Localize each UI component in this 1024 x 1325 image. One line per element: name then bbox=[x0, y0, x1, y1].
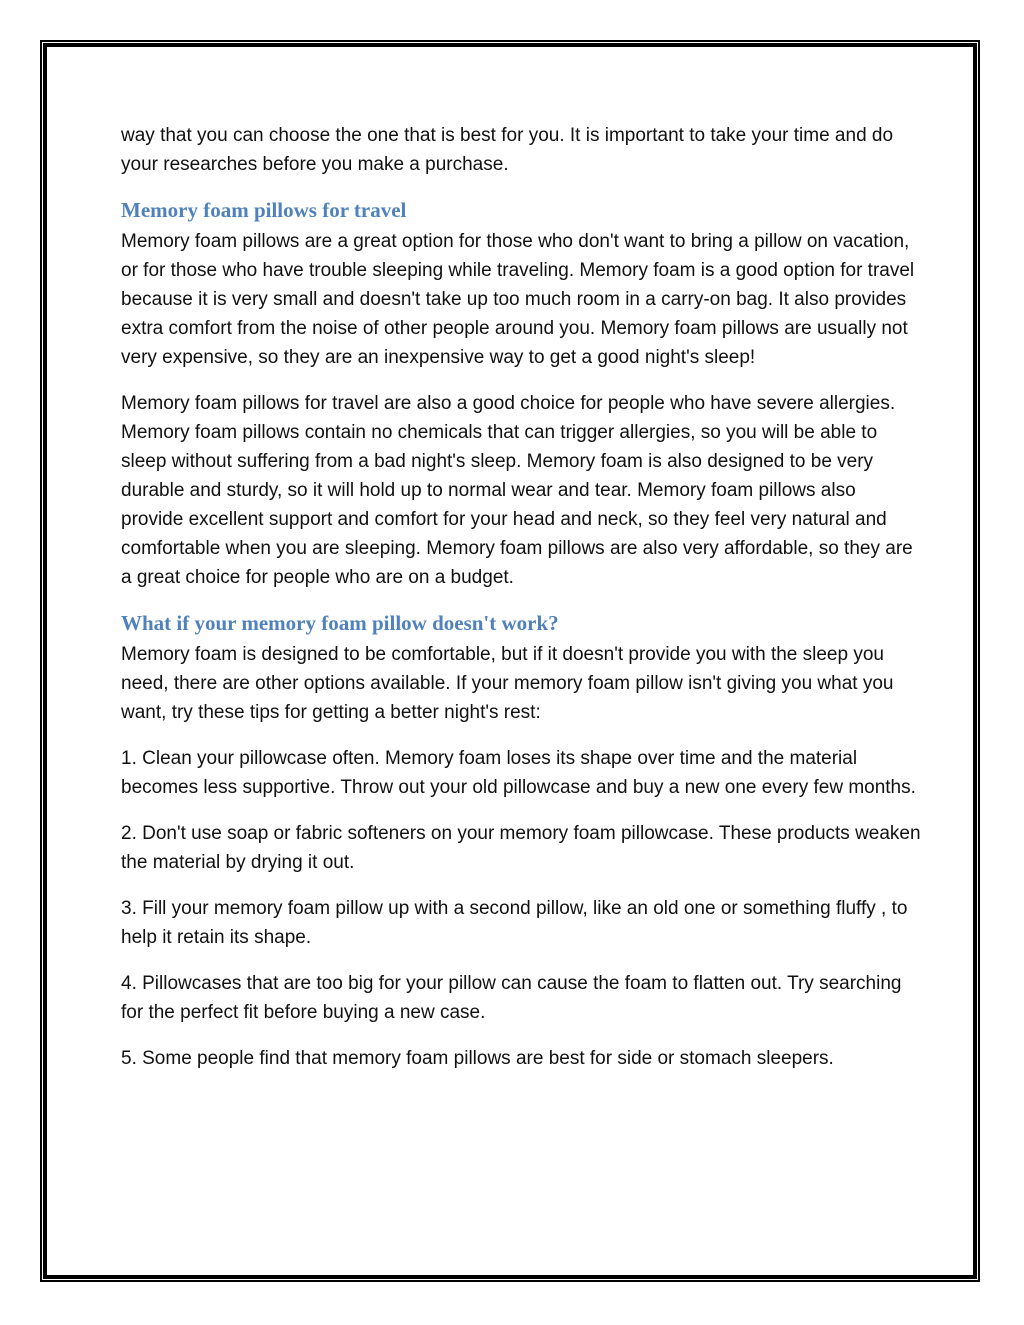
section-heading-travel: Memory foam pillows for travel bbox=[121, 198, 407, 222]
tip-item-2: 2. Don't use soap or fabric softeners on your memory foam pillowcase. These products weaken the material by drying it out. bbox=[121, 823, 921, 873]
section-heading-doesnt-work: What if your memory foam pillow doesn't work? bbox=[121, 611, 559, 635]
tip-item-4: 4. Pillowcases that are too big for your pillow can cause the foam to flatten out. Try searching for the perfect fit before buying a new case. bbox=[121, 973, 902, 1023]
travel-paragraph-2: Memory foam pillows for travel are also a good choice for people who have severe allergies. Memory foam pillows contain no chemicals that can trigger allergies, so you will be able to sleep without suffering from a bad night's sleep. Memory foam is also designed to be very durable and sturdy, so it will hold up to normal wear and tear. Memory foam pillows also provide excellent support and comfort for your head and neck, so they feel very natural and comfortable when you are sleeping. Memory foam pillows are also very affordable, so they are a great choice for people who are on a budget. bbox=[121, 393, 913, 588]
doesnt-work-intro: Memory foam is designed to be comfortable, but if it doesn't provide you with the sleep you need, there are other options available. If your memory foam pillow isn't giving you what you want, try these tips for getting a better night's rest: bbox=[121, 644, 894, 723]
travel-paragraph-1: Memory foam pillows are a great option for those who don't want to bring a pillow on vacation, or for those who have trouble sleeping while traveling. Memory foam is a good option for travel because it is very small and doesn't take up too much room in a carry-on bag. It also provides extra comfort from the noise of other people around you. Memory foam pillows are usually not very expensive, so they are an inexpensive way to get a good night's sleep! bbox=[121, 231, 915, 368]
document-body bbox=[121, 121, 921, 1090]
tip-item-3: 3. Fill your memory foam pillow up with a second pillow, like an old one or something fluffy , to help it retain its shape. bbox=[121, 898, 908, 948]
tip-item-5: 5. Some people find that memory foam pillows are best for side or stomach sleepers. bbox=[121, 1048, 834, 1069]
intro-paragraph: way that you can choose the one that is best for you. It is important to take your time and do your researches before you make a purchase. bbox=[121, 125, 894, 175]
tip-item-1: 1. Clean your pillowcase often. Memory foam loses its shape over time and the material becomes less supportive. Throw out your old pillowcase and buy a new one every few months. bbox=[121, 748, 916, 798]
